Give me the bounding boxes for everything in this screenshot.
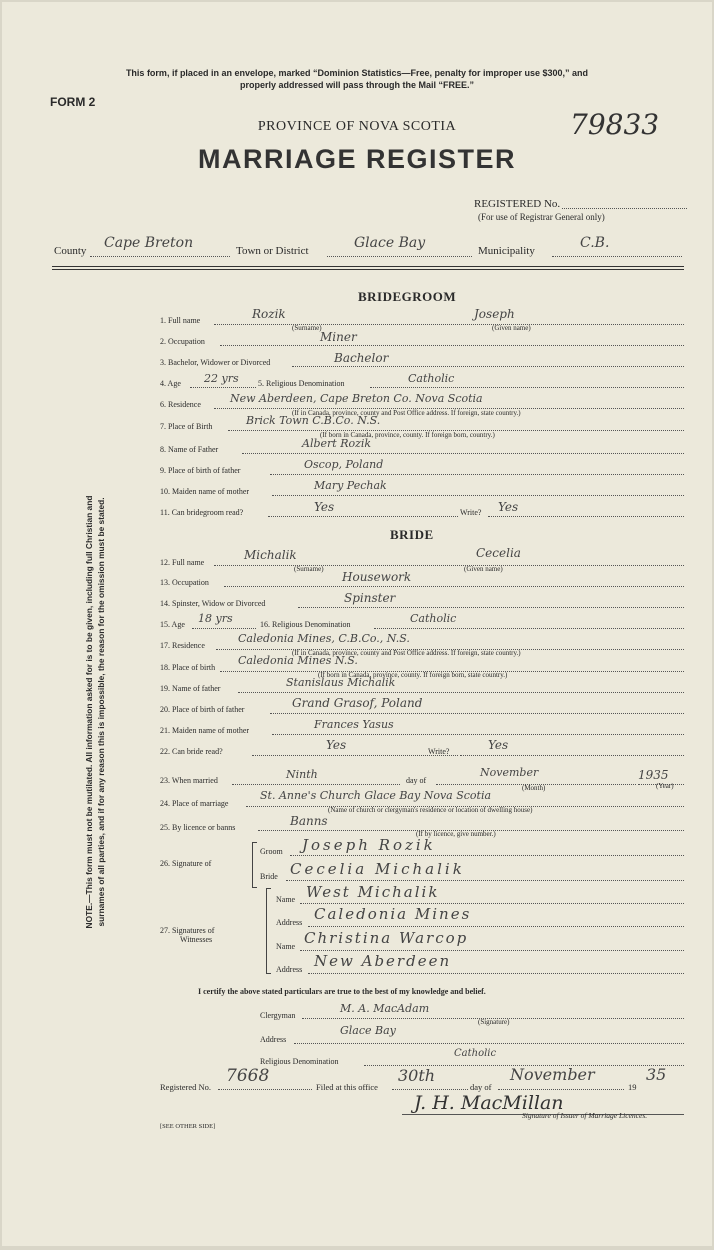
town-line [327, 256, 472, 257]
groom-label: Groom [260, 847, 283, 856]
f4-value: 22 yrs [204, 372, 239, 385]
f1-line [214, 324, 684, 325]
f6-label: 6. Residence [160, 400, 201, 409]
f8-value: Albert Rozik [302, 437, 372, 450]
postal-notice-line-2: properly addressed will pass through the Mail “FREE.” [239, 80, 475, 90]
f2-value: Miner [320, 330, 357, 344]
f11-value: Yes [314, 500, 335, 514]
f20-value: Grand Grasof, Poland [292, 696, 423, 710]
f22-write-line [460, 755, 684, 756]
f24-value: St. Anne's Church Glace Bay Nova Scotia [260, 789, 492, 802]
f11-line [268, 516, 458, 517]
f3-value: Bachelor [334, 351, 389, 365]
groom-signature: Joseph Rozik [302, 836, 436, 854]
bridegroom-heading: BRIDEGROOM [358, 289, 457, 304]
municipality-value: C.B. [580, 235, 610, 251]
f13-label: 13. Occupation [160, 578, 209, 587]
page-title: MARRIAGE REGISTER [197, 144, 517, 174]
f12-line [214, 565, 684, 566]
municipality-line [552, 256, 682, 257]
f5-label: 5. Religious Denomination [258, 379, 345, 388]
f15-label: 15. Age [160, 620, 185, 629]
f7-label: 7. Place of Birth [160, 422, 213, 431]
f23-day: Ninth [286, 768, 318, 781]
filed-year-prefix: 19 [628, 1082, 637, 1092]
f27-brace [266, 888, 271, 974]
f23-day-line [232, 784, 400, 785]
f22-write-value: Yes [488, 738, 509, 752]
f4-label: 4. Age [160, 379, 181, 388]
w2-name: Christina Warcop [304, 929, 469, 947]
filed-label: Filed at this office [316, 1082, 378, 1092]
issuer-signature: J. H. MacMillan [414, 1092, 564, 1114]
registered-no-label: REGISTERED No. [474, 198, 561, 210]
f6-value: New Aberdeen, Cape Breton Co. Nova Scotia [230, 392, 483, 405]
filed-day-of-label: day of [470, 1082, 492, 1092]
certification-statement: I certify the above stated particulars are true to the best of my knowledge and belief. [198, 987, 486, 996]
file-number: 79833 [570, 108, 660, 141]
f17-label: 17. Residence [160, 641, 205, 650]
f4-line [190, 387, 256, 388]
f7-caption: (If born in Canada, province, county. If foreign born, country.) [320, 431, 495, 439]
f17-caption: (If in Canada, province, county and Post Office address. If foreign, state country.) [292, 649, 521, 657]
f2-line [220, 345, 684, 346]
registered-no-value: 7668 [226, 1066, 270, 1086]
form-number: FORM 2 [50, 95, 96, 109]
bride-sig-label: Bride [260, 872, 278, 881]
f26-label: 26. Signature of [160, 859, 212, 868]
f20-label: 20. Place of birth of father [160, 705, 245, 714]
f9-label: 9. Place of birth of father [160, 466, 241, 475]
w2-name-label: Name [276, 942, 296, 951]
f13-value: Housework [342, 570, 412, 584]
f23-day-of-label: day of [406, 776, 427, 785]
f24-label: 24. Place of marriage [160, 799, 229, 808]
f9-value: Oscop, Poland [304, 458, 384, 471]
clergyman-value: M. A. MacAdam [340, 1002, 430, 1015]
county-line [90, 256, 230, 257]
registered-no-line [562, 208, 687, 209]
w1-address: Caledonia Mines [314, 905, 472, 923]
f21-label: 21. Maiden name of mother [160, 726, 250, 735]
f2-label: 2. Occupation [160, 337, 205, 346]
f18-caption: (If born in Canada, province, county. If foreign born, state country.) [318, 671, 508, 679]
f12-given: Cecelia [476, 546, 521, 560]
f25-value: Banns [290, 814, 328, 828]
town-value: Glace Bay [354, 235, 426, 251]
f21-line [272, 734, 684, 735]
signature-caption: (Signature) [478, 1018, 510, 1026]
see-other-side: [SEE OTHER SIDE] [160, 1123, 216, 1130]
f27-label-2: Witnesses [180, 935, 213, 944]
f12-given-caption: (Given name) [464, 565, 503, 573]
f12-surname: Michalik [244, 548, 297, 562]
f18-label: 18. Place of birth [160, 663, 216, 672]
marriage-register-form [2, 2, 712, 1246]
w1-address-line [308, 926, 684, 927]
f24-caption: (Name of church or clergyman's residence or location of dwelling house) [328, 806, 533, 814]
f16-line [374, 628, 684, 629]
filed-year-suffix: 35 [646, 1065, 667, 1084]
side-note-line-1: NOTE.—This form must not be mutilated. All information asked for is to be given, including full Christian and [84, 495, 94, 929]
f23-year: 1935 [638, 768, 669, 782]
f11-write-value: Yes [498, 500, 519, 514]
w2-address-label: Address [276, 965, 303, 974]
f23-label: 23. When married [160, 776, 218, 785]
municipality-label: Municipality [478, 245, 535, 257]
f12-surname-caption: (Surname) [294, 565, 324, 573]
registered-no-bottom-label: Registered No. [160, 1082, 211, 1092]
f15-value: 18 yrs [198, 612, 233, 625]
f25-caption: (If by licence, give number.) [416, 830, 496, 838]
f11-write-line [488, 516, 684, 517]
f22-label: 22. Can bride read? [160, 747, 223, 756]
county-value: Cape Breton [104, 235, 194, 251]
f5-line [370, 387, 684, 388]
filed-day: 30th [398, 1066, 436, 1085]
filed-month: November [510, 1065, 595, 1084]
f10-value: Mary Pechak [314, 479, 387, 492]
f3-label: 3. Bachelor, Widower or Divorced [160, 358, 271, 367]
f5-value: Catholic [408, 372, 455, 385]
f19-label: 19. Name of father [160, 684, 221, 693]
f18-value: Caledonia Mines N.S. [238, 654, 358, 667]
f11-write-label: Write? [460, 508, 482, 517]
cert-address-label: Address [260, 1035, 287, 1044]
f15-line [192, 628, 256, 629]
cert-address-value: Glace Bay [340, 1024, 396, 1037]
w1-address-label: Address [276, 918, 303, 927]
filed-day-line [392, 1089, 468, 1090]
f8-label: 8. Name of Father [160, 445, 219, 454]
cert-address-line [294, 1043, 684, 1044]
f23-year-caption: (Year) [656, 782, 674, 790]
f26-brace [252, 842, 257, 888]
f23-month-caption: (Month) [522, 784, 546, 792]
w2-address: New Aberdeen [314, 952, 452, 970]
w1-name-label: Name [276, 895, 296, 904]
w2-name-line [300, 950, 684, 951]
header-rule-2 [52, 269, 684, 270]
side-note-line-2: surnames of all parties, and if for any reason this is impossible, the reason for the omission must be stated. [96, 497, 106, 927]
county-label: County [54, 245, 87, 257]
f7-value: Brick Town C.B.Co. N.S. [246, 414, 381, 427]
f23-month: November [480, 766, 539, 779]
issuer-caption: Signature of Issuer of Marriage Licences. [522, 1111, 648, 1120]
province-heading: PROVINCE OF NOVA SCOTIA [257, 119, 457, 134]
f16-value: Catholic [410, 612, 457, 625]
f10-line [272, 495, 684, 496]
f12-label: 12. Full name [160, 558, 205, 567]
town-label: Town or District [236, 245, 309, 257]
clergyman-label: Clergyman [260, 1011, 296, 1020]
denomination-label: Religious Denomination [260, 1057, 339, 1066]
f16-label: 16. Religious Denomination [260, 620, 351, 629]
f1-given: Joseph [474, 307, 515, 321]
bride-sig-line [286, 880, 684, 881]
registrar-note: (For use of Registrar General only) [478, 212, 605, 222]
f10-label: 10. Maiden name of mother [160, 487, 250, 496]
f1-given-caption: (Given name) [492, 324, 531, 332]
w2-address-line [308, 973, 684, 974]
f17-value: Caledonia Mines, C.B.Co., N.S. [238, 632, 410, 645]
f25-label: 25. By licence or banns [160, 823, 236, 832]
f21-value: Frances Yasus [314, 718, 394, 731]
f14-line [298, 607, 684, 608]
f6-caption: (If in Canada, province, county and Post Office address. If foreign, state country.) [292, 409, 521, 417]
bride-heading: BRIDE [390, 527, 434, 542]
f1-surname: Rozik [252, 307, 286, 321]
f1-surname-caption: (Surname) [292, 324, 322, 332]
f11-label: 11. Can bridegroom read? [160, 508, 244, 517]
w1-name-line [300, 903, 684, 904]
bride-signature: Cecelia Michalik [290, 860, 465, 878]
f19-line [238, 692, 684, 693]
groom-line [290, 855, 684, 856]
f19-value: Stanislaus Michalik [286, 676, 396, 689]
registered-no-bottom-line [218, 1089, 312, 1090]
f27-label-1: 27. Signatures of [160, 926, 215, 935]
header-rule [52, 266, 684, 267]
denomination-value: Catholic [454, 1048, 497, 1059]
w1-name: West Michalik [306, 883, 440, 901]
f22-write-label: Write? [428, 747, 450, 756]
f8-line [242, 453, 684, 454]
f22-value: Yes [326, 738, 347, 752]
f14-value: Spinster [344, 591, 396, 605]
f1-label: 1. Full name [160, 316, 201, 325]
f3-line [292, 366, 684, 367]
f13-line [224, 586, 684, 587]
f14-label: 14. Spinster, Widow or Divorced [160, 599, 266, 608]
filed-month-line [498, 1089, 624, 1090]
f20-line [270, 713, 684, 714]
postal-notice-line-1: This form, if placed in an envelope, marked “Dominion Statistics—Free, penalty for improper use $300,” and [125, 68, 589, 78]
f9-line [270, 474, 684, 475]
